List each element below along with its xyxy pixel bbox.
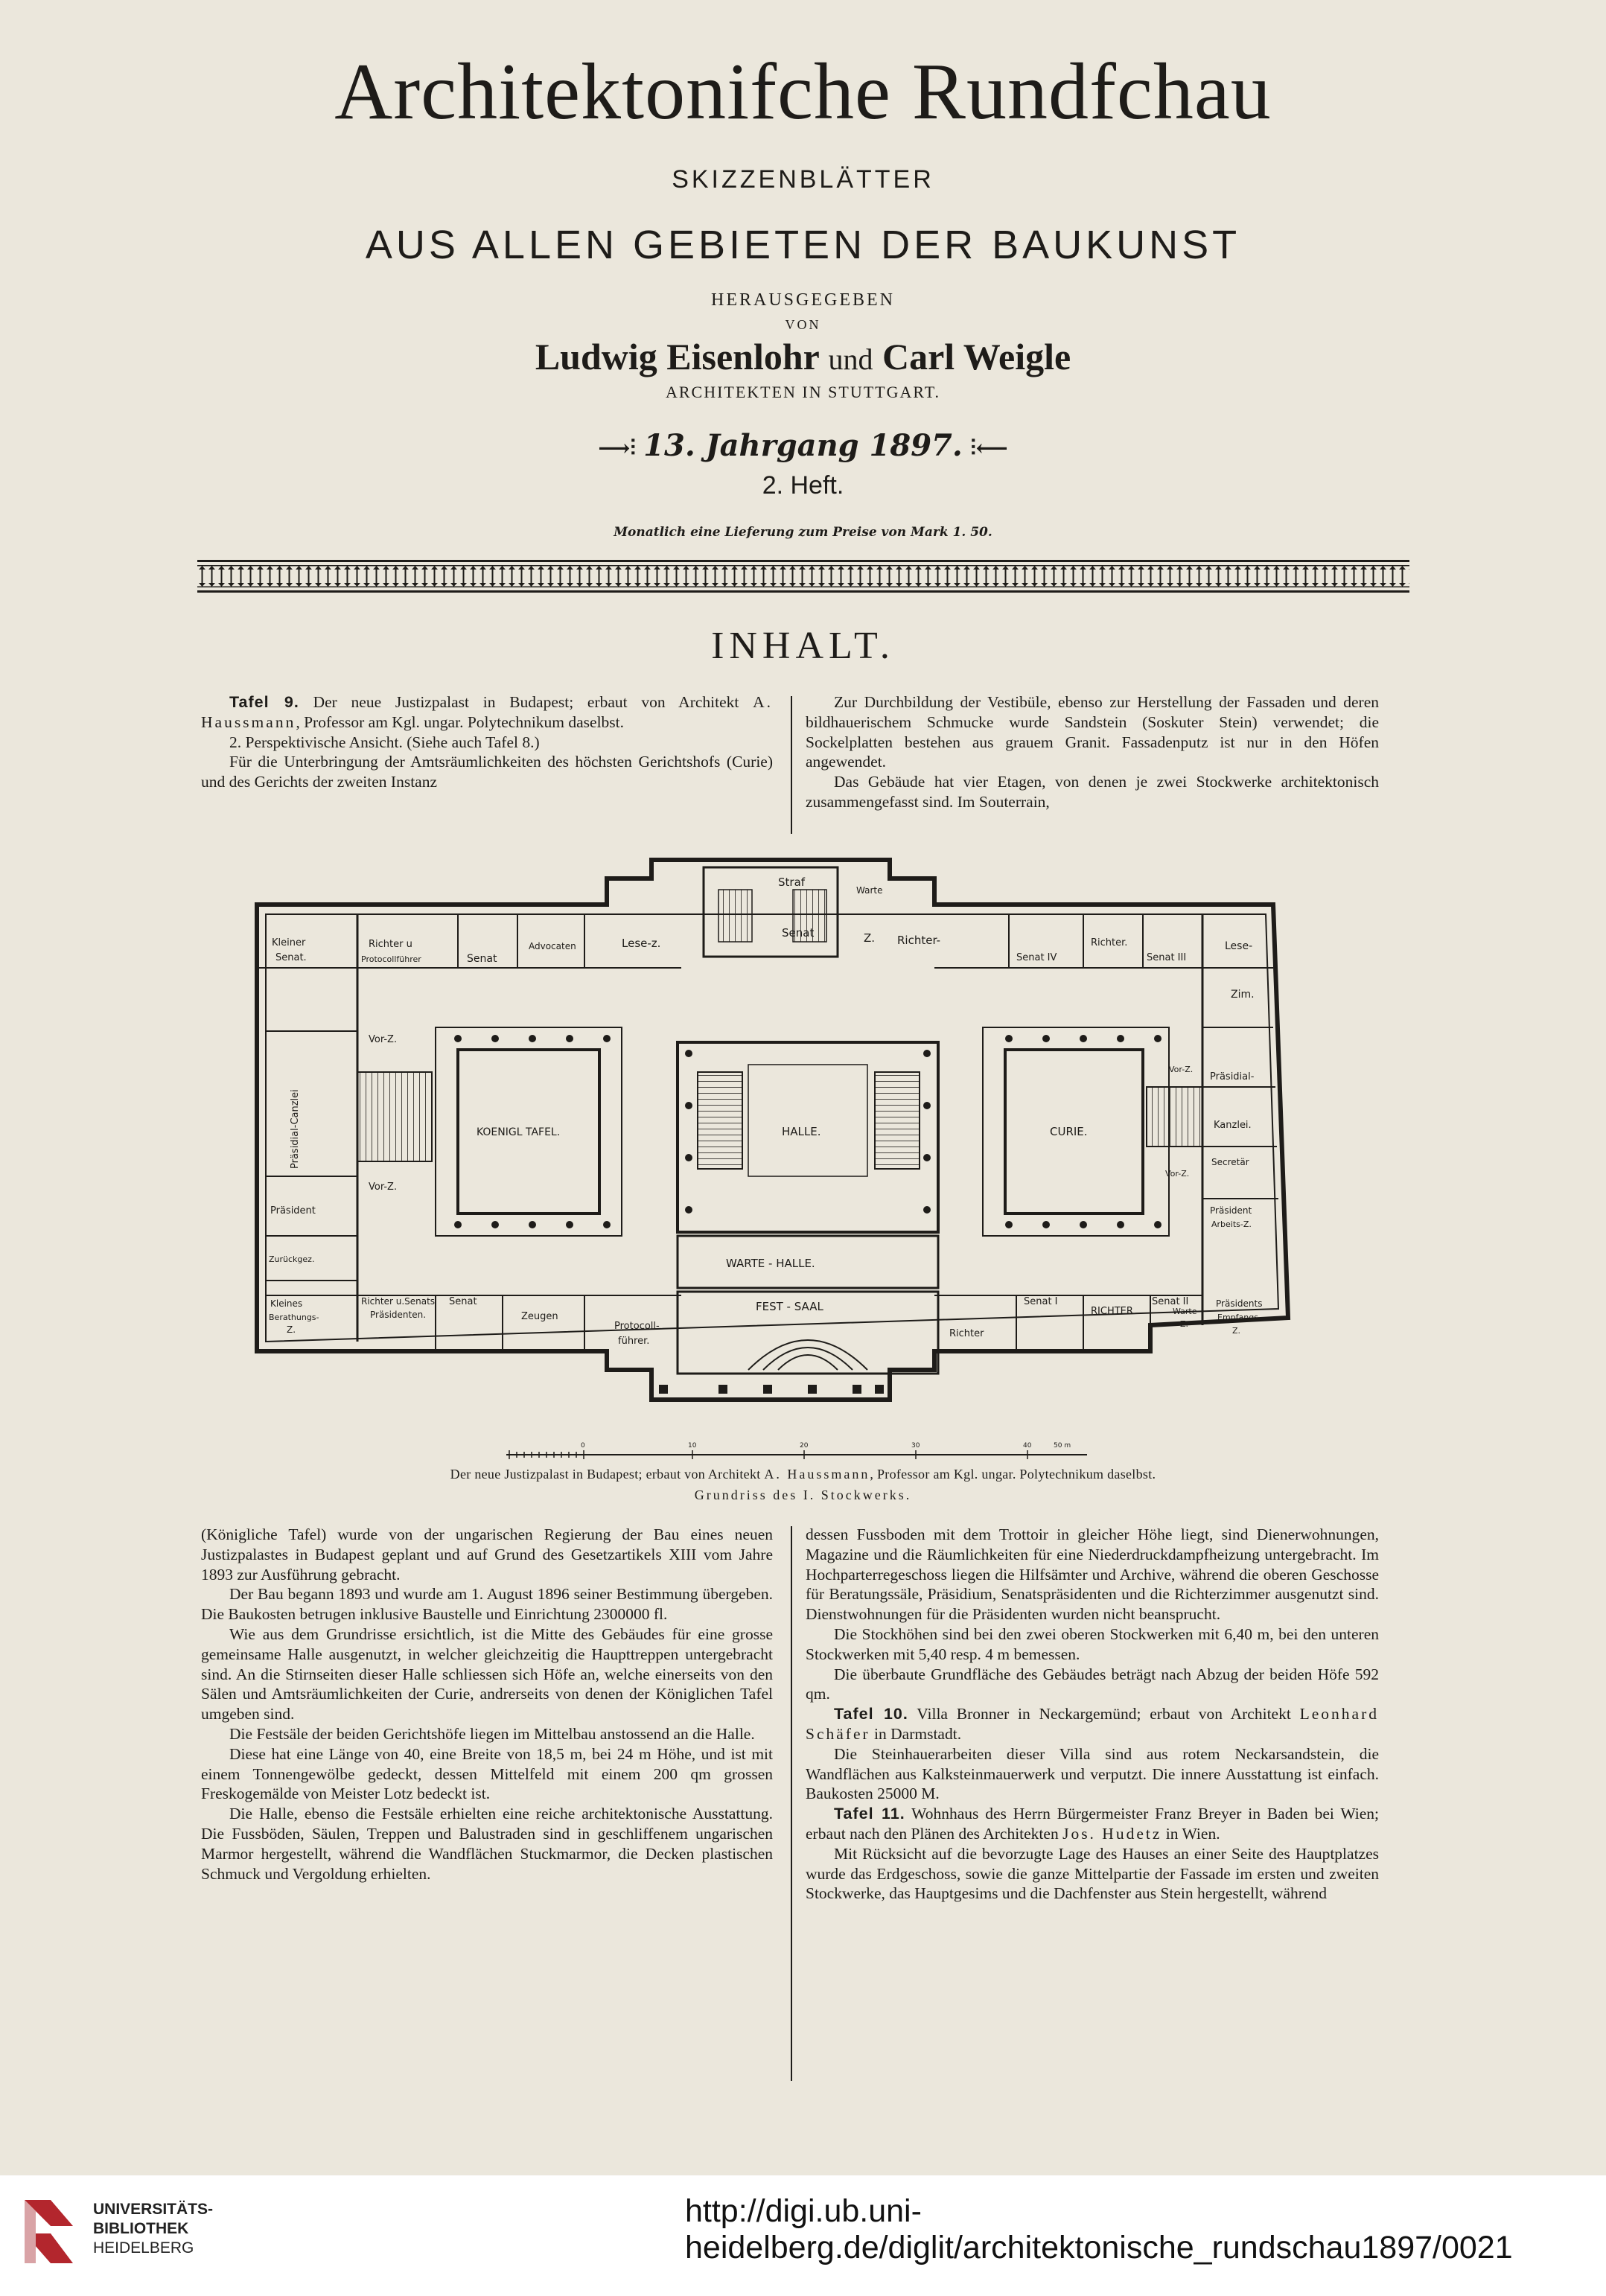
logo-line-2: BIBLIOTHEK [93, 2220, 189, 2237]
scale-label-30: 30 [911, 1442, 920, 1450]
label-richter-big: RICHTER [1091, 1306, 1133, 1317]
label-zeugen: Zeugen [521, 1311, 558, 1322]
top-right-column [806, 692, 1379, 812]
tafel-9-text-b: , Professor am Kgl. ungar. Polytechnikum daselbst. [296, 712, 625, 731]
label-vor-z-2: Vor-Z. [369, 1182, 398, 1193]
paragraph-tafel-11 [806, 1804, 1379, 1844]
label-straf: Straf [778, 876, 806, 889]
label-praesident-r2: Arbeits-Z. [1211, 1219, 1252, 1229]
subtitle-gebiete: AUS ALLEN GEBIETEN DER BAUKUNST [365, 223, 1241, 267]
label-protocoll-2: führer. [618, 1336, 650, 1347]
label-richter-u-1: Richter u [369, 939, 412, 950]
label-kleiner-senat-2: Senat. [275, 952, 307, 963]
logo-line-1: UNIVERSITÄTS- [93, 2201, 214, 2218]
label-praesidial-r: Präsidial- [1210, 1071, 1255, 1082]
label-richter-top: Richter- [897, 934, 941, 947]
label-vor-z-r1: Vor-Z. [1169, 1065, 1194, 1074]
scale-label-20: 20 [800, 1442, 809, 1450]
bottom-right-column [806, 1525, 1379, 1904]
paragraph-steinhauer: Die Steinhauerarbeiten dieser Villa sind aus rotem Neckarsandstein, die Wandflächen aus Kalksteinmauerwerk und verputzt. Die innere Ausstattung ist einfach. Baukosten 25000 M. [806, 1744, 1379, 1803]
architects-location: ARCHITEKTEN IN STUTTGART. [665, 383, 941, 401]
editors [0, 335, 1606, 378]
label-senat-ii: Senat II [1152, 1296, 1189, 1307]
bottom-left-column [201, 1525, 773, 1884]
label-richter-praes-2: Präsidenten. [370, 1310, 427, 1320]
paragraph-stockhoehen: Die Stockhöhen sind bei den zwei oberen Stockwerken mit 6,40 m, bei den unteren Stockwerken mit 5,40 resp. 4 m bemessen. [806, 1624, 1379, 1663]
paragraph-tafel-10 [806, 1704, 1379, 1744]
label-kanzlei-r: Kanzlei. [1214, 1120, 1252, 1131]
label-senat-top: Senat [782, 926, 815, 940]
tafel-11-text-a: Wohnhaus des Herrn Bürgermeister Franz Breyer in Baden bei Wien; erbaut nach den Plänen des Architekten [806, 1805, 1379, 1843]
label-kleines-3: Z. [287, 1324, 296, 1335]
architect-hudetz: Jos. Hudetz [1062, 1824, 1162, 1843]
label-richter-praes-1: Richter u.Senats [361, 1296, 436, 1307]
label-praesidial-canzlei: Präsidial-Canzlei [290, 1089, 301, 1169]
scale-label-10: 10 [688, 1442, 697, 1450]
tafel-11-label: Tafel 11. [834, 1805, 905, 1823]
paragraph-vestibuele: Zur Durchbildung der Vestibüle, ebenso zur Herstellung der Fassaden und deren bildhauerischem Schmucke wurde Sandstein (Soskuter Stein) verwendet; die Sockelplatten bestehen aus grauem Granit. Fassadenputz ist nur in den Höfen angewendet. [806, 693, 1379, 771]
paragraph-tafel-9 [201, 692, 773, 733]
von-label: VON [785, 317, 821, 332]
label-praes-emp-3: Z. [1232, 1326, 1241, 1336]
label-warte-z: Warte- [1173, 1307, 1200, 1316]
tafel-11-text-b: in Wien. [1162, 1824, 1220, 1843]
tafel-9-text-a: Der neue Justizpalast in Budapest; erbaut von Architekt [299, 693, 753, 711]
ornament-left-icon: ⟶⫶ [598, 436, 644, 462]
label-senat-i: Senat I [1024, 1296, 1058, 1307]
inhalt-heading: INHALT. [711, 625, 895, 667]
label-richter-u-2: Protocollführer [361, 954, 421, 964]
paragraph-grundriss: Wie aus dem Grundrisse ersichtlich, ist die Mitte des Gebäudes für eine grosse gemeinsame Halle ausgenutzt, in welcher gleichzeitig die Haupttreppen untergebracht sind. An die Stirnseiten dieser Halle schliessen sich Höfe an, welche einerseits von den Sälen und Amtsräumlichkeiten der Curie, andrerseits von denen der Königlichen Tafel umgeben sind. [201, 1624, 773, 1723]
editor-weigle: Carl Weigle [882, 336, 1071, 377]
tafel-10-text-a: Villa Bronner in Neckargemünd; erbaut von Architekt [908, 1705, 1300, 1723]
price-line: Monatlich eine Lieferung zum Preise von Mark 1. 50. [614, 525, 992, 540]
column-divider-top [791, 696, 792, 834]
label-advocaten: Advocaten [529, 941, 576, 951]
ornament-right-icon: ⫶⟵ [962, 436, 1008, 462]
top-left-column [201, 692, 773, 792]
paragraph-halle-masse: Diese hat eine Länge von 40, eine Breite von 18,5 m, bei 24 m Höhe, und ist mit einem Tonnengewölbe gedeckt, dessen Mittelfeld mit einem 200 qm grossen Freskogemälde von Meister Lotz bedeckt ist. [201, 1744, 773, 1803]
editor-eisenlohr: Ludwig Eisenlohr [535, 336, 819, 377]
label-halle: HALLE. [782, 1125, 821, 1138]
paragraph-perspektive: 2. Perspektivische Ansicht. (Siehe auch Tafel 8.) [229, 733, 540, 751]
paragraph-souterrain: dessen Fussboden mit dem Trottoir in gleicher Höhe liegt, sind Dienerwohnungen, Magazine und die Räumlichkeiten für eine Niederdruckdampfheizung untergebracht. Im Hochparterregeschoss liegen die Hilfsämter und Archive, während die oberen Geschosse für Beratungssäle, Präsidium, Senatspräsidenten und die Richterzimmer ausgenutzt sind. Dienstwohnungen für die Präsidenten wurden nicht beansprucht. [806, 1525, 1379, 1624]
figure-subcaption: Grundriss des I. Stockwerks. [694, 1487, 912, 1502]
scale-label-0: 0 [581, 1442, 585, 1450]
label-senat-bl: Senat [449, 1296, 477, 1307]
label-warte-top: Warte [856, 885, 883, 896]
label-warte-halle: WARTE - HALLE. [726, 1257, 815, 1270]
label-protocoll-1: Protocoll- [614, 1321, 660, 1332]
journal-title: Architektonifche Rundfchau [334, 48, 1272, 136]
tafel-10-text-b: in Darmstadt. [870, 1724, 962, 1743]
architect-schaefer: Leonhard Schäfer [806, 1705, 1379, 1743]
paragraph-ausstattung: Die Halle, ebenso die Festsäle erhielten eine reiche architektonische Ausstattung. Die Fussböden, Säulen, Treppen und Balustraden sind in geschliffenem ungarischen Marmor hergestellt, während die Wandflächen Stuckmarmor, die Decken plastischen Schmuck und Vergoldung erhielten. [201, 1805, 773, 1883]
ornamental-border-icon [197, 560, 1409, 593]
label-vor-z-1: Vor-Z. [369, 1034, 398, 1045]
year-text: 13. Jahrgang 1897. [643, 428, 963, 463]
label-senat-left: Senat [467, 953, 497, 965]
label-zim: Zim. [1231, 989, 1255, 1001]
label-lese-z: Lese-z. [622, 937, 661, 950]
und-label: und [828, 342, 873, 376]
digitization-url-link[interactable]: http://digi.ub.uni-heidelberg.de/diglit/architektonische_rundschau1897/0021 [685, 2193, 1513, 2265]
paragraph-unterbringung: Für die Unterbringung der Amtsräumlichkeiten des höchsten Gerichtshofs (Curie) und des Gerichts der zweiten Instanz [201, 753, 773, 791]
year-issue [0, 428, 1606, 463]
label-lese-r: Lese- [1225, 940, 1253, 952]
label-senat-iv: Senat IV [1016, 952, 1057, 963]
scale-label-40: 40 [1023, 1442, 1032, 1450]
label-curie: CURIE. [1050, 1125, 1088, 1138]
label-richter-r: Richter. [1091, 937, 1128, 948]
university-library-logo-icon [21, 2196, 84, 2267]
label-zurueckgez: Zurückgez. [269, 1254, 315, 1264]
paragraph-festsaele: Die Festsäle der beiden Gerichtshöfe liegen im Mittelbau anstossend an die Halle. [229, 1724, 755, 1743]
tafel-9-label: Tafel 9. [229, 693, 299, 711]
label-vor-z-r2: Vor-Z. [1165, 1169, 1190, 1179]
label-z-top: Z. [864, 931, 876, 945]
caption-text-a: Der neue Justizpalast in Budapest; erbaut von Architekt [450, 1467, 765, 1482]
label-koenigl-tafel: KOENIGL TAFEL. [477, 1126, 561, 1138]
paragraph-baubeginn: Der Bau begann 1893 und wurde am 1. August 1896 seiner Bestimmung übergeben. Die Baukosten betrugen inklusive Baustelle und Einrichtung 2300000 fl. [201, 1585, 773, 1624]
label-richter-bot: Richter [949, 1328, 984, 1339]
label-warte-z2: Z. [1180, 1319, 1189, 1329]
caption-text-b: , Professor am Kgl. ungar. Polytechnikum daselbst. [870, 1467, 1156, 1482]
label-praes-emp-1: Präsidents [1216, 1298, 1263, 1309]
heft-number: 2. Heft. [762, 471, 844, 500]
label-senat-iii: Senat III [1147, 952, 1187, 963]
floor-plan-drawing [235, 849, 1314, 1437]
tafel-10-label: Tafel 10. [834, 1705, 908, 1723]
logo-line-3: HEIDELBERG [93, 2239, 194, 2257]
architect-haussmann: A. Haussmann [201, 693, 773, 731]
label-praesident-l: Präsident [270, 1205, 316, 1216]
label-fest-saal: FEST - SAAL [756, 1300, 823, 1313]
scale-bar [506, 1434, 1087, 1471]
subtitle-skizzenblaetter: SKIZZENBLÄTTER [672, 165, 934, 194]
label-kleines-2: Berathungs- [269, 1313, 319, 1322]
label-praesident-r1: Präsident [1210, 1205, 1252, 1216]
scale-label-50m: 50 m [1054, 1442, 1071, 1450]
paragraph-grundflaeche: Die überbaute Grundfläche des Gebäudes beträgt nach Abzug der beiden Höfe 592 qm. [806, 1665, 1379, 1703]
herausgegeben-label: HERAUSGEGEBEN [711, 290, 895, 310]
paragraph-etagen: Das Gebäude hat vier Etagen, von denen je zwei Stockwerke architektonisch zusammengefasst sind. Im Souterrain, [806, 773, 1379, 811]
column-divider-bottom [791, 1526, 792, 2081]
label-kleiner-senat-1: Kleiner [272, 937, 306, 948]
paragraph-koenigliche-tafel: (Königliche Tafel) wurde von der ungarischen Regierung der Bau eines neuen Justizpalastes in Budapest geplant und auf Grund des Gesetzartikels XIII vom Jahre 1893 zur Ausführung gebracht. [201, 1525, 773, 1584]
figure-caption [0, 1467, 1606, 1482]
label-secretaer: Secretär [1211, 1157, 1249, 1167]
paragraph-ruecksicht: Mit Rücksicht auf die bevorzugte Lage des Hauses an einer Seite des Hauptplatzes wurde das Erdgeschoss, sowie die ganze Mittelpartie der Fassade im ersten und zweiten Stockwerke, das Hauptgesims und die Dachfenster aus Stein hergestellt, während [806, 1844, 1379, 1903]
label-kleines-1: Kleines [270, 1298, 303, 1309]
caption-architect: A. Haussmann [764, 1467, 870, 1482]
label-praes-emp-2: Empfangs- [1217, 1313, 1261, 1322]
